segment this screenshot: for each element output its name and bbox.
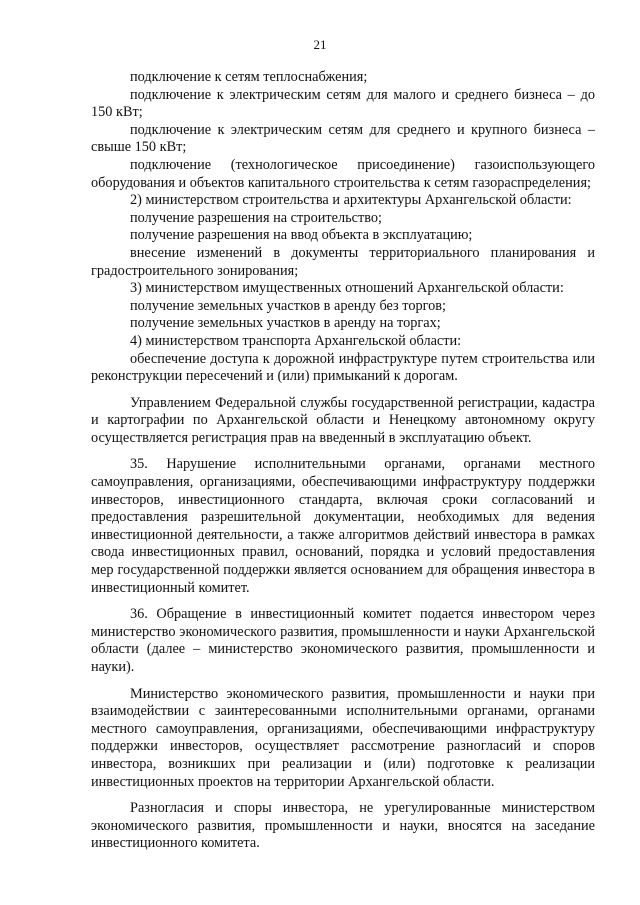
paragraph: подключение к сетям теплоснабжения; [130,69,368,85]
paragraph: 35. Нарушение исполнительными органами, органами местного самоуправления, организациями, обеспечивающими инфраструктуру поддержки инвесторов, инвестиционного стандарта, включая сроки согласований и предоставления разрешительной документации, необходимых для ведения инвестиционной деятельности, а также алгоритмов действий инвестора в рамках свода инвестиционных правил, оснований, порядка и условий предоставления мер государственной поддержки является основанием для обращения инвестора в инвестиционный комитет. [91,456,595,596]
paragraph: подключение (технологическое присоединение) газоиспользующего оборудования и объектов капитального строительства к сетям газораспределения; [91,156,595,191]
paragraph: подключение к электрическим сетям для малого и среднего бизнеса – до 150 кВт; [91,86,595,121]
paragraph: подключение к электрическим сетям для среднего и крупного бизнеса – свыше 150 кВт; [91,121,595,156]
paragraph: Управлением Федеральной службы государственной регистрации, кадастра и картографии по Архангельской области и Ненецкому автономному округу осуществляется регистрация прав на введенный в эксплуатацию объект. [91,394,595,446]
paragraph: получение разрешения на ввод объекта в эксплуатацию; [130,227,473,244]
paragraph: обеспечение доступа к дорожной инфраструктуре путем строительства или реконструкции пересечений и (или) примыканий к дорогам. [91,350,595,385]
paragraph: Министерство экономического развития, промышленности и науки при взаимодействии с заинтересованными исполнительными органами, органами местного самоуправления, организациями, обеспечивающими инфраструктуру поддержки инвесторов, осуществляет рассмотрение разногласий и споров инвестора, возникших при реализации и (или) подготовке к реализации инвестиционных проектов на территории Архангельской области. [91,685,595,790]
paragraph: получение земельных участков в аренду на торгах; [130,315,441,332]
paragraph: внесение изменений в документы территориального планирования и градостроительного зонирования; [91,244,595,279]
page-number: 21 [313,37,327,52]
paragraph: 36. Обращение в инвестиционный комитет подается инвестором через министерство экономического развития, промышленности и науки Архангельской области (далее – министерство экономического развития, промышленности и науки). [91,606,595,675]
paragraph: 4) министерством транспорта Архангельской области: [130,332,462,349]
document-body [91,69,595,853]
paragraph: Разногласия и споры инвестора, не урегулированные министерством экономического развития, промышленности и науки, вносятся на заседание инвестиционного комитета. [91,800,595,852]
paragraph: получение разрешения на строительство; [130,209,382,226]
paragraph: 2) министерством строительства и архитектуры Архангельской области: [130,192,572,209]
paragraph: 3) министерством имущественных отношений Архангельской области: [130,280,564,297]
paragraph: получение земельных участков в аренду без торгов; [130,297,447,314]
